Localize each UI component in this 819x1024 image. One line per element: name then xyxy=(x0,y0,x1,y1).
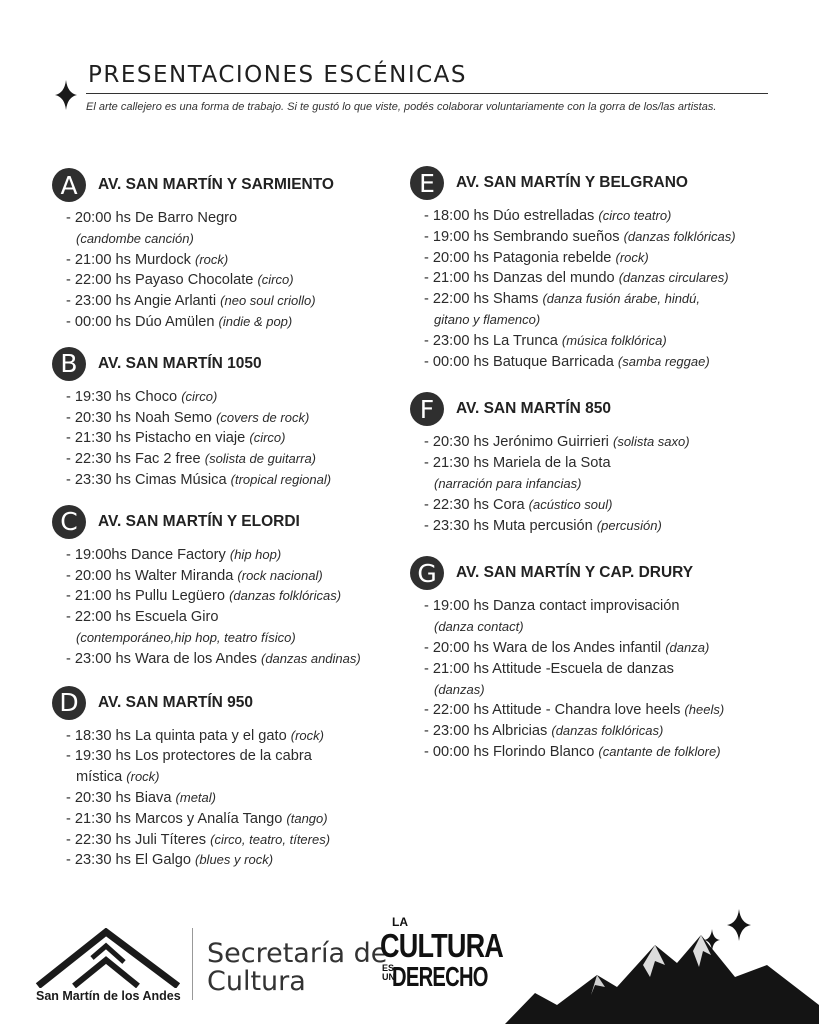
performance-continuation xyxy=(424,617,790,638)
list-item xyxy=(66,449,432,470)
performance-genre: (danzas folklóricas) xyxy=(551,723,664,739)
list-item xyxy=(66,250,432,271)
performance-genre: (indie & pop) xyxy=(218,313,293,329)
performance-genre: (neo soul criollo) xyxy=(220,293,316,309)
performance-time-artist: - 18:00 hs Dúo estrelladas xyxy=(424,208,595,224)
mountain-logo-icon xyxy=(34,928,182,988)
performance-genre: (circo, teatro, títeres) xyxy=(210,831,331,847)
list-item xyxy=(66,291,432,312)
performance-time-artist: - 23:30 hs Cimas Música xyxy=(66,471,227,488)
performance-time-artist: - 00:00 hs Dúo Amülen xyxy=(66,313,215,330)
performance-time-artist: - 23:00 hs Angie Arlanti xyxy=(66,293,217,310)
performance-time-artist: - 21:30 hs Mariela de la Sota xyxy=(424,455,611,472)
performance-list xyxy=(410,432,790,536)
performance-time-artist: - 20:00 hs Patagonia rebelde xyxy=(424,249,612,266)
list-item xyxy=(424,495,790,516)
performance-genre: (solista saxo) xyxy=(613,434,690,450)
performance-genre: (solista de guitarra) xyxy=(204,451,317,467)
title-divider xyxy=(86,93,768,94)
list-item xyxy=(424,659,790,701)
list-item xyxy=(66,312,432,333)
list-item xyxy=(66,566,432,587)
section-header xyxy=(410,166,790,200)
performance-genre: (covers de rock) xyxy=(216,409,310,425)
performance-time-artist: - 21:00 hs Murdock xyxy=(66,251,191,268)
performance-genre: (danzas andinas) xyxy=(260,650,361,666)
section-street: AV. SAN MARTÍN Y ELORDI xyxy=(98,512,300,530)
section-street: AV. SAN MARTÍN 850 xyxy=(456,400,612,418)
list-item xyxy=(424,432,790,453)
performance-genre: (tropical regional) xyxy=(230,471,332,487)
performance-genre: (tango) xyxy=(286,810,328,826)
performance-time-artist: - 00:00 hs Florindo Blanco xyxy=(424,743,595,760)
performance-time-artist: - 19:00 hs Danza contact improvisación xyxy=(424,598,680,615)
performance-list xyxy=(410,596,790,762)
page-subtitle: El arte callejero es una forma de trabajo. Si te gustó lo que viste, podés colaborar voluntariamente con la gorra de los/las artistas. xyxy=(86,101,717,113)
performance-time-artist: - 19:30 hs Choco xyxy=(66,388,178,405)
secretaria-logo xyxy=(207,940,387,996)
section-letter-badge: G xyxy=(410,556,444,590)
list-item xyxy=(66,270,432,291)
performance-time-artist: - 23:30 hs El Galgo xyxy=(66,852,191,869)
section-a xyxy=(52,168,432,333)
list-item xyxy=(424,248,790,269)
performance-list xyxy=(52,545,432,670)
section-street: AV. SAN MARTÍN Y SARMIENTO xyxy=(98,176,334,193)
performance-genre-continued: gitano y flamenco) xyxy=(434,311,541,327)
section-c xyxy=(52,505,432,670)
list-item xyxy=(424,352,790,373)
performance-genre: (danza fusión árabe, hindú, xyxy=(542,291,701,307)
performance-genre: (danza) xyxy=(665,639,710,655)
performance-genre: (hip hop) xyxy=(229,546,282,562)
mountains-illustration-icon xyxy=(505,905,819,1024)
performance-genre: (rock) xyxy=(126,769,160,785)
list-item xyxy=(66,408,432,429)
performance-genre: (percusión) xyxy=(596,517,662,533)
list-item xyxy=(424,453,790,495)
performance-time-artist: - 22:00 hs Escuela Giro xyxy=(66,609,219,626)
section-g xyxy=(410,556,790,762)
performance-genre: (rock) xyxy=(615,249,649,265)
list-item xyxy=(424,596,790,638)
performance-continuation xyxy=(66,628,432,649)
performance-list xyxy=(52,387,432,491)
performance-time-artist: - 23:00 hs La Trunca xyxy=(424,332,558,349)
list-item xyxy=(66,809,432,830)
page-title: PRESENTACIONES ESCÉNICAS xyxy=(88,62,468,88)
performance-genre: (circo) xyxy=(257,272,294,288)
municipality-name: San Martín de los Andes xyxy=(36,989,181,1003)
performance-genre: (rock) xyxy=(290,727,324,743)
section-header xyxy=(410,392,790,426)
performance-time-artist: - 21:00 hs Pullu Legüero xyxy=(66,588,226,605)
list-item xyxy=(424,516,790,537)
section-letter-badge: B xyxy=(52,347,86,381)
section-b xyxy=(52,347,432,491)
sparkle-icon xyxy=(55,80,77,110)
performance-genre: (danza contact) xyxy=(434,619,524,635)
performance-time-artist: - 22:30 hs Fac 2 free xyxy=(66,451,201,468)
performance-continuation xyxy=(424,680,790,701)
list-item xyxy=(424,700,790,721)
performance-genre: (cantante de folklore) xyxy=(598,743,721,759)
section-letter-badge: E xyxy=(410,166,444,200)
performance-time-artist: - 21:30 hs Marcos y Analía Tango xyxy=(66,810,283,827)
list-item xyxy=(424,268,790,289)
performance-genre: (circo) xyxy=(181,388,218,404)
performance-genre: (danzas circulares) xyxy=(618,270,729,286)
performance-genre: (rock nacional) xyxy=(237,567,323,583)
performance-time-artist: - 18:30 hs La quinta pata y el gato xyxy=(66,727,287,744)
slogan-un: UN xyxy=(382,972,395,982)
slogan-cultura: CULTURA xyxy=(380,927,504,964)
performance-genre: (circo teatro) xyxy=(598,208,672,223)
performance-time-artist: - 20:30 hs Jerónimo Guirrieri xyxy=(424,434,609,451)
performance-continuation xyxy=(66,767,432,788)
list-item xyxy=(66,746,432,788)
performance-genre: (candombe canción) xyxy=(76,230,194,246)
performance-continuation xyxy=(66,229,432,250)
section-letter-badge: A xyxy=(52,168,86,202)
list-item xyxy=(424,289,790,331)
list-item xyxy=(66,387,432,408)
performance-genre: (contemporáneo,hip hop, teatro físico) xyxy=(76,629,296,645)
list-item xyxy=(66,586,432,607)
performance-genre: (danzas) xyxy=(434,681,485,697)
list-item xyxy=(424,742,790,763)
section-d xyxy=(52,686,432,872)
performance-genre: (danzas folklóricas) xyxy=(623,228,736,244)
secretaria-line2: Cultura xyxy=(207,966,306,997)
performance-time-artist: - 19:30 hs Los protectores de la cabra xyxy=(66,748,312,765)
performance-time-artist: - 21:00 hs Attitude -Escuela de danzas xyxy=(424,660,674,677)
performance-time-artist: - 23:30 hs Muta percusión xyxy=(424,517,593,534)
performance-genre: (música folklórica) xyxy=(561,332,667,348)
performance-time-artist: - 19:00hs Dance Factory xyxy=(66,546,226,563)
section-street: AV. SAN MARTÍN Y BELGRANO xyxy=(456,174,688,191)
performance-title-continued: mística xyxy=(76,769,123,786)
section-f xyxy=(410,392,790,536)
performance-time-artist: - 00:00 hs Batuque Barricada xyxy=(424,353,614,370)
list-item xyxy=(66,607,432,649)
performance-genre: (rock) xyxy=(194,251,229,267)
section-header xyxy=(410,556,790,590)
section-letter-badge: C xyxy=(52,505,86,539)
performance-genre: (samba reggae) xyxy=(617,353,710,369)
list-item xyxy=(66,545,432,566)
performance-time-artist: - 20:00 hs Wara de los Andes infantil xyxy=(424,639,662,656)
section-letter-badge: D xyxy=(52,686,86,720)
list-item xyxy=(424,721,790,742)
section-street: AV. SAN MARTÍN 1050 xyxy=(98,354,262,372)
performance-time-artist: - 22:30 hs Cora xyxy=(424,496,525,513)
list-item xyxy=(424,638,790,659)
performance-time-artist: - 20:00 hs Walter Miranda xyxy=(66,567,234,584)
left-column xyxy=(52,168,432,871)
right-column xyxy=(410,166,790,763)
performance-time-artist: - 23:00 hs Albricias xyxy=(424,723,548,740)
performance-time-artist: - 21:30 hs Pistacho en viaje xyxy=(66,430,246,447)
list-item xyxy=(66,649,432,670)
slogan-logo xyxy=(380,915,504,1000)
performance-time-artist: - 21:00 hs Danzas del mundo xyxy=(424,270,615,287)
section-street: AV. SAN MARTÍN Y CAP. DRURY xyxy=(456,564,694,582)
footer-divider xyxy=(192,928,193,1000)
performance-time-artist: - 23:00 hs Wara de los Andes xyxy=(66,650,257,667)
list-item xyxy=(66,850,432,871)
list-item xyxy=(66,830,432,851)
section-header xyxy=(52,505,432,539)
performance-genre: (heels) xyxy=(684,702,725,718)
slogan-la: LA xyxy=(392,915,408,929)
performance-time-artist: - 20:00 hs De Barro Negro xyxy=(66,210,238,226)
list-item xyxy=(66,726,432,747)
section-street: AV. SAN MARTÍN 950 xyxy=(98,693,254,711)
section-e xyxy=(410,166,790,372)
performance-time-artist: - 22:30 hs Juli Títeres xyxy=(66,831,207,848)
performance-genre: (danzas folklóricas) xyxy=(229,588,342,604)
performance-list xyxy=(52,726,432,872)
performance-time-artist: - 20:30 hs Noah Semo xyxy=(66,409,213,426)
list-item xyxy=(424,206,790,227)
performance-time-artist: - 20:30 hs Biava xyxy=(66,789,172,806)
performance-genre: (acústico soul) xyxy=(528,496,613,512)
slogan-derecho: DERECHO xyxy=(392,961,488,992)
section-header xyxy=(52,347,432,381)
secretaria-line1: Secretaría de xyxy=(207,938,388,969)
section-letter-badge: F xyxy=(410,392,444,426)
performance-continuation xyxy=(424,474,790,495)
performance-time-artist: - 22:00 hs Payaso Chocolate xyxy=(66,272,254,289)
list-item xyxy=(66,788,432,809)
list-item xyxy=(66,470,432,491)
list-item xyxy=(424,331,790,352)
list-item xyxy=(66,428,432,449)
performance-genre: (metal) xyxy=(175,789,216,805)
performance-genre: (narración para infancias) xyxy=(434,475,582,491)
slogan-es: ES xyxy=(382,963,395,973)
performance-genre: (blues y rock) xyxy=(195,852,274,868)
list-item xyxy=(424,227,790,248)
performance-time-artist: - 19:00 hs Sembrando sueños xyxy=(424,228,620,245)
list-item xyxy=(66,208,432,250)
section-header xyxy=(52,168,432,202)
performance-genre: (circo) xyxy=(249,430,286,446)
performance-list xyxy=(410,206,790,372)
performance-time-artist: - 22:00 hs Attitude - Chandra love heels xyxy=(424,702,681,719)
performance-time-artist: - 22:00 hs Shams xyxy=(424,291,539,308)
performance-list xyxy=(52,208,432,333)
section-header xyxy=(52,686,432,720)
